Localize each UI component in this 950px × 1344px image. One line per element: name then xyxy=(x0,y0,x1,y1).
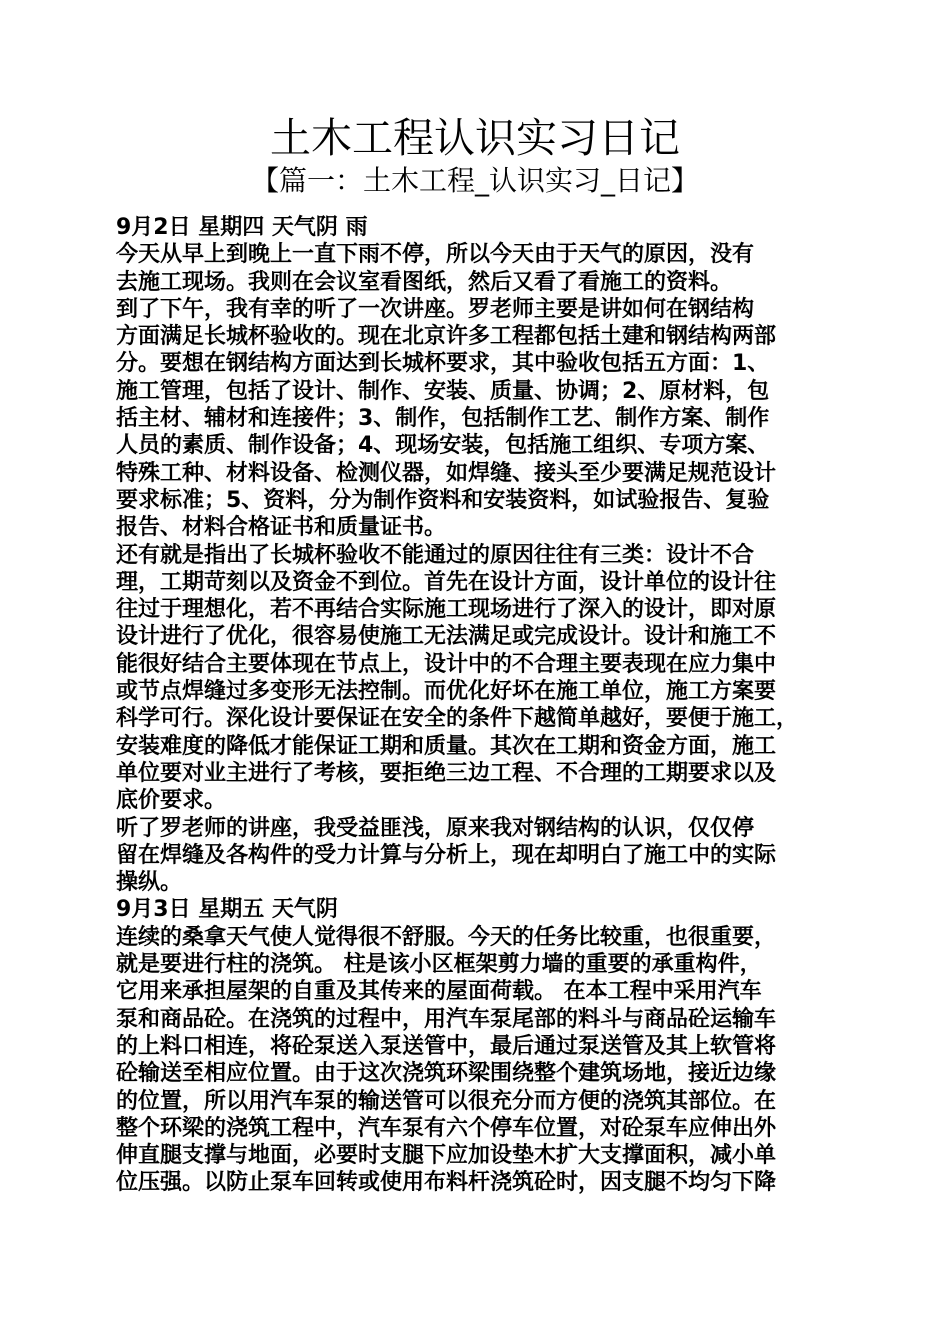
text-line: 还有就是指出了长城杯验收不能通过的原因往往有三类：设计不合 xyxy=(116,542,755,568)
text-line: 科学可行。深化设计要保证在安全的条件下越简单越好，要便于施工， xyxy=(116,706,799,732)
text-line: 或节点焊缝过多变形无法控制。而优化好坏在施工单位，施工方案要 xyxy=(116,679,777,705)
text-line: 伸直腿支撑与地面，必要时支腿下应加设垫木扩大支撑面积，减小单 xyxy=(116,1143,777,1169)
text-line: 人员的素质、制作设备；4、现场安装，包括施工组织、专项方案、 xyxy=(116,433,770,459)
text-line: 砼输送至相应位置。由于这次浇筑环梁围绕整个建筑场地，接近边缘 xyxy=(116,1061,777,1087)
text-line: 方面满足长城杯验收的。现在北京许多工程都包括土建和钢结构两部 xyxy=(116,324,777,350)
text-line: 就是要进行柱的浇筑。 柱是该小区框架剪力墙的重要的承重构件， xyxy=(116,952,762,978)
text-line: 理，工期苛刻以及资金不到位。首先在设计方面，设计单位的设计往 xyxy=(116,569,777,595)
text-line: 的位置，所以用汽车泵的输送管可以很充分而方便的浇筑其部位。在 xyxy=(116,1088,777,1114)
text-line: 安装难度的降低才能保证工期和质量。其次在工期和资金方面，施工 xyxy=(116,733,777,759)
text-line: 整个环梁的浇筑工程中，汽车泵有六个停车位置，对砼泵车应伸出外 xyxy=(116,1115,777,1141)
text-line: 能很好结合主要体现在节点上，设计中的不合理主要表现在应力集中 xyxy=(116,651,777,677)
text-line: 分。要想在钢结构方面达到长城杯要求，其中验收包括五方面：1、 xyxy=(116,351,770,377)
text-line: 往过于理想化，若不再结合实际施工现场进行了深入的设计，即对原 xyxy=(116,597,777,623)
text-line: 操纵。 xyxy=(116,870,183,896)
text-line: 底价要求。 xyxy=(116,788,227,814)
text-line: 9月2日 星期四 天气阴 雨 xyxy=(116,215,368,240)
text-line: 听了罗老师的讲座，我受益匪浅，原来我对钢结构的认识，仅仅停 xyxy=(116,815,755,841)
text-line: 9月3日 星期五 天气阴 xyxy=(116,897,338,923)
text-line: 留在焊缝及各构件的受力计算与分析上，现在却明白了施工中的实际 xyxy=(116,842,777,868)
text-line: 它用来承担屋架的自重及其传来的屋面荷载。 在本工程中采用汽车 xyxy=(116,979,762,1005)
text-line: 特殊工种、材料设备、检测仪器，如焊缝、接头至少要满足规范设计 xyxy=(116,460,777,486)
text-line: 今天从早上到晚上一直下雨不停，所以今天由于天气的原因，没有 xyxy=(116,242,755,268)
text-line: 单位要对业主进行了考核，要拒绝三边工程、不合理的工期要求以及 xyxy=(116,760,777,786)
text-line: 报告、材料合格证书和质量证书。 xyxy=(116,515,447,541)
document-subtitle: 【篇一：土木工程_认识实习_日记】 xyxy=(250,164,699,197)
text-line: 连续的桑拿天气使人觉得很不舒服。今天的任务比较重，也很重要， xyxy=(116,924,777,950)
text-line: 括主材、辅材和连接件；3、制作，包括制作工艺、制作方案、制作 xyxy=(116,406,770,432)
document-body xyxy=(116,214,840,1197)
text-line: 位压强。以防止泵车回转或使用布料杆浇筑砼时，因支腿不均匀下降 xyxy=(116,1170,777,1196)
document-title: 土木工程认识实习日记 xyxy=(270,114,680,162)
text-line: 施工管理，包括了设计、制作、安装、质量、协调；2、原材料，包 xyxy=(116,378,770,404)
text-line: 的上料口相连，将砼泵送入泵送管中，最后通过泵送管及其上软管将 xyxy=(116,1033,777,1059)
text-line: 要求标准；5、资料，分为制作资料和安装资料，如试验报告、复验 xyxy=(116,487,770,513)
text-line: 设计进行了优化，很容易使施工无法满足或完成设计。设计和施工不 xyxy=(116,624,777,650)
text-line: 到了下午，我有幸的听了一次讲座。罗老师主要是讲如何在钢结构 xyxy=(116,296,755,322)
text-line: 泵和商品砼。在浇筑的过程中，用汽车泵尾部的料斗与商品砼运输车 xyxy=(116,1006,777,1032)
text-line: 去施工现场。我则在会议室看图纸，然后又看了看施工的资料。 xyxy=(116,269,733,295)
